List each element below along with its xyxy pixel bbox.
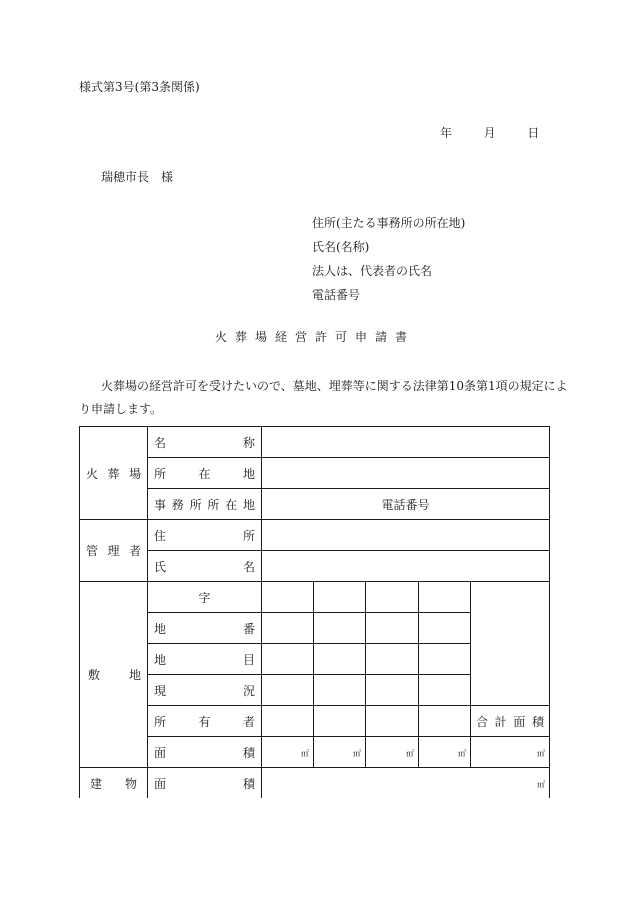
building-area-label xyxy=(148,768,262,799)
label-char: 面 xyxy=(513,714,526,729)
label-char: 建 xyxy=(90,776,103,791)
label-chars xyxy=(148,434,261,451)
manager-name-label xyxy=(148,551,262,582)
total-area-label xyxy=(471,706,550,737)
label-chars xyxy=(148,682,261,699)
label-char: 面 xyxy=(154,745,167,760)
manager-name-field[interactable] xyxy=(262,551,550,582)
office-location-label xyxy=(148,489,262,520)
owner-label xyxy=(148,706,262,737)
applicant-phone-label: 電話番号 xyxy=(312,288,361,302)
manager-section-label xyxy=(80,520,148,582)
facility-label-chars xyxy=(80,465,147,482)
label-char: 名 xyxy=(154,435,167,450)
label-char: 面 xyxy=(154,776,167,791)
chiban-field-3[interactable] xyxy=(366,613,419,644)
label-char: 敷 xyxy=(88,668,101,682)
label-char: 物 xyxy=(124,776,137,791)
building-section-label xyxy=(80,768,148,799)
genkyo-label xyxy=(148,675,262,706)
owner-field-4[interactable] xyxy=(419,706,471,737)
aza-field-4[interactable] xyxy=(419,582,471,613)
aza-label: 字 xyxy=(148,582,262,613)
area-field-2[interactable]: ㎡ xyxy=(314,737,366,768)
label-char: 者 xyxy=(128,544,141,558)
label-char: 所 xyxy=(242,528,255,543)
label-chars xyxy=(148,713,261,730)
applicant-representative-label: 法人は、代表者の氏名 xyxy=(312,264,433,278)
label-char: 目 xyxy=(242,652,255,667)
chimoku-field-1[interactable] xyxy=(262,644,314,675)
label-char: 有 xyxy=(198,714,211,729)
manager-address-label xyxy=(148,520,262,551)
applicant-name-label: 氏名(名称) xyxy=(312,240,370,254)
facility-phone-field[interactable]: 電話番号 xyxy=(262,489,550,520)
genkyo-field-2[interactable] xyxy=(314,675,366,706)
label-chars xyxy=(148,527,261,544)
building-area-field[interactable]: ㎡ xyxy=(262,768,550,799)
label-char: 地 xyxy=(128,668,141,682)
label-char: 積 xyxy=(531,714,544,729)
genkyo-field-3[interactable] xyxy=(366,675,419,706)
application-table xyxy=(79,426,550,798)
label-chars xyxy=(148,775,261,792)
site-section-label xyxy=(80,582,148,768)
chiban-label xyxy=(148,613,262,644)
label-char: 管 xyxy=(86,544,99,558)
label-char: 地 xyxy=(154,621,167,636)
label-char: 務 xyxy=(171,497,184,512)
label-char: 者 xyxy=(242,714,255,729)
label-char: 計 xyxy=(494,714,507,729)
owner-field-3[interactable] xyxy=(366,706,419,737)
aza-field-1[interactable] xyxy=(262,582,314,613)
label-char: 火 xyxy=(86,466,99,481)
label-char: 現 xyxy=(154,683,167,698)
label-chars xyxy=(148,620,261,637)
body-text-line-2: り申請します。 xyxy=(79,402,163,416)
label-char: 葬 xyxy=(107,466,120,481)
label-char: 合 xyxy=(476,714,489,729)
label-chars xyxy=(80,775,147,792)
genkyo-field-1[interactable] xyxy=(262,675,314,706)
area-field-1[interactable]: ㎡ xyxy=(262,737,314,768)
label-char: 名 xyxy=(242,559,255,574)
label-char: 地 xyxy=(242,497,255,512)
manager-address-field[interactable] xyxy=(262,520,550,551)
chiban-field-2[interactable] xyxy=(314,613,366,644)
facility-name-field[interactable] xyxy=(262,427,550,458)
area-field-4[interactable]: ㎡ xyxy=(419,737,471,768)
label-chars xyxy=(80,666,147,683)
label-char: 所 xyxy=(154,466,167,481)
label-chars xyxy=(148,744,261,761)
date-year: 年 xyxy=(440,126,453,140)
chiban-field-1[interactable] xyxy=(262,613,314,644)
label-char: 理 xyxy=(107,544,120,558)
total-area-field[interactable]: ㎡ xyxy=(471,737,550,768)
label-chars xyxy=(471,713,549,730)
label-char: 番 xyxy=(242,621,255,636)
aza-field-2[interactable] xyxy=(314,582,366,613)
label-char: 地 xyxy=(242,466,255,481)
label-char: 場 xyxy=(128,466,141,481)
label-char: 所 xyxy=(154,714,167,729)
label-char: 在 xyxy=(225,497,238,512)
label-char: 事 xyxy=(154,497,167,512)
chiban-field-4[interactable] xyxy=(419,613,471,644)
label-char: 積 xyxy=(242,776,255,791)
aza-field-3[interactable] xyxy=(366,582,419,613)
genkyo-field-4[interactable] xyxy=(419,675,471,706)
facility-location-field[interactable] xyxy=(262,458,550,489)
label-chars xyxy=(148,496,261,513)
label-chars xyxy=(148,558,261,575)
applicant-address-label: 住所(主たる事務所の所在地) xyxy=(312,216,466,230)
facility-location-label xyxy=(148,458,262,489)
facility-section-label xyxy=(80,427,148,520)
label-char: 地 xyxy=(154,652,167,667)
form-number-label: 様式第3号(第3条関係) xyxy=(79,80,200,94)
chimoku-field-3[interactable] xyxy=(366,644,419,675)
chimoku-field-2[interactable] xyxy=(314,644,366,675)
owner-field-1[interactable] xyxy=(262,706,314,737)
label-chars xyxy=(148,465,261,482)
label-char: 住 xyxy=(154,528,167,543)
facility-name-label xyxy=(148,427,262,458)
date-month: 月 xyxy=(483,126,496,140)
label-char: 氏 xyxy=(154,559,167,574)
label-char: 積 xyxy=(242,745,255,760)
total-blank-cell xyxy=(471,582,550,706)
body-text-line-1: 火葬場の経営許可を受けたいので、墓地、埋葬等に関する法律第10条第1項の規定によ xyxy=(101,379,568,393)
label-chars xyxy=(148,651,261,668)
area-label xyxy=(148,737,262,768)
chimoku-label xyxy=(148,644,262,675)
area-field-3[interactable]: ㎡ xyxy=(366,737,419,768)
label-char: 在 xyxy=(198,466,211,481)
owner-field-2[interactable] xyxy=(314,706,366,737)
label-chars xyxy=(80,542,147,559)
chimoku-field-4[interactable] xyxy=(419,644,471,675)
addressee: 瑞穂市長 様 xyxy=(101,170,174,184)
label-char: 況 xyxy=(242,683,255,698)
document-title: 火葬場経営許可申請書 xyxy=(214,330,415,344)
date-day: 日 xyxy=(527,126,540,140)
label-char: 称 xyxy=(242,435,255,450)
date-line xyxy=(440,127,539,139)
label-char: 所 xyxy=(189,497,202,512)
label-char: 所 xyxy=(207,497,220,512)
